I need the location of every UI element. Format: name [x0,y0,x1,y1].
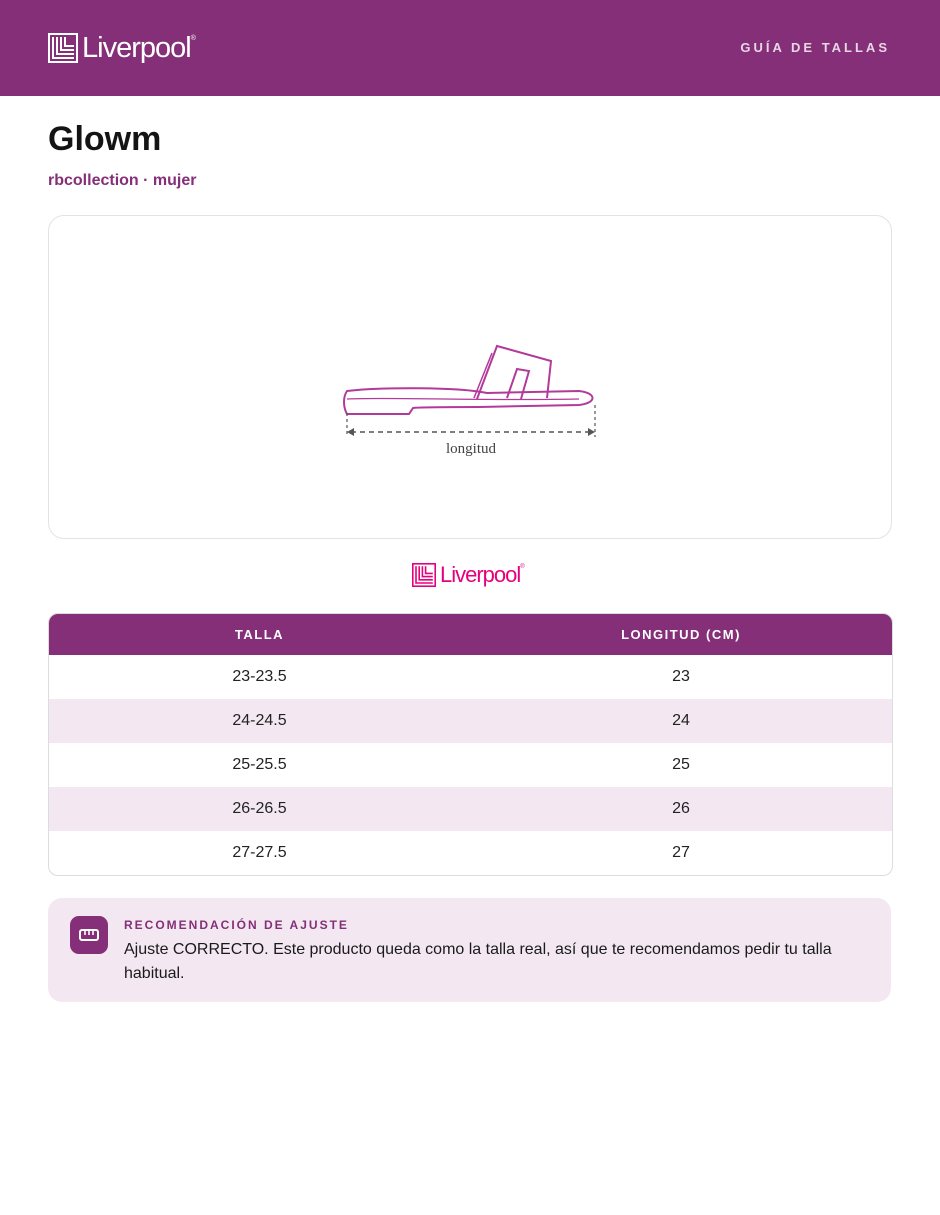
ruler-icon [70,916,108,954]
product-title: Glowm [48,120,162,158]
illustration-card [48,215,892,539]
column-header-length: LONGITUD (CM) [621,627,741,642]
brand-logo-text: Liverpool [440,562,521,587]
size-cell: 24-24.5 [232,712,287,729]
size-table [48,613,893,876]
liverpool-logo-icon [412,563,436,587]
header-logo[interactable] [48,31,196,65]
size-cell: 26-26.5 [232,800,287,817]
length-cell: 27 [672,844,690,861]
registered-mark: ® [190,34,196,42]
length-label: longitud [445,441,497,457]
length-cell: 24 [672,712,690,729]
table-row [49,787,892,831]
table-row [49,831,892,875]
table-row [49,699,892,743]
brand-logo [412,562,525,588]
size-cell: 23-23.5 [232,668,287,685]
table-body [49,655,892,875]
product-subtitle: rbcollection · mujer [48,172,197,189]
table-row [49,743,892,787]
recommendation-text: Ajuste CORRECTO. Este producto queda como la talla real, así que te recomendamos pedir tu talla habitual. [124,941,832,982]
size-cell: 27-27.5 [232,844,287,861]
length-cell: 23 [672,668,690,685]
header-brand-text: Liverpool [82,32,191,64]
size-guide-label: GUÍA DE TALLAS [740,40,890,55]
fit-recommendation [48,898,891,1002]
length-cell: 26 [672,800,690,817]
length-cell: 25 [672,756,690,773]
recommendation-title: RECOMENDACIÓN DE AJUSTE [124,918,349,932]
size-cell: 25-25.5 [232,756,287,773]
table-row [49,655,892,699]
registered-mark: ® [520,564,525,570]
column-header-size: TALLA [234,627,285,642]
liverpool-logo-icon [48,33,78,63]
header-bar [0,0,940,96]
table-header [49,614,892,655]
sandal-illustration [339,341,599,461]
